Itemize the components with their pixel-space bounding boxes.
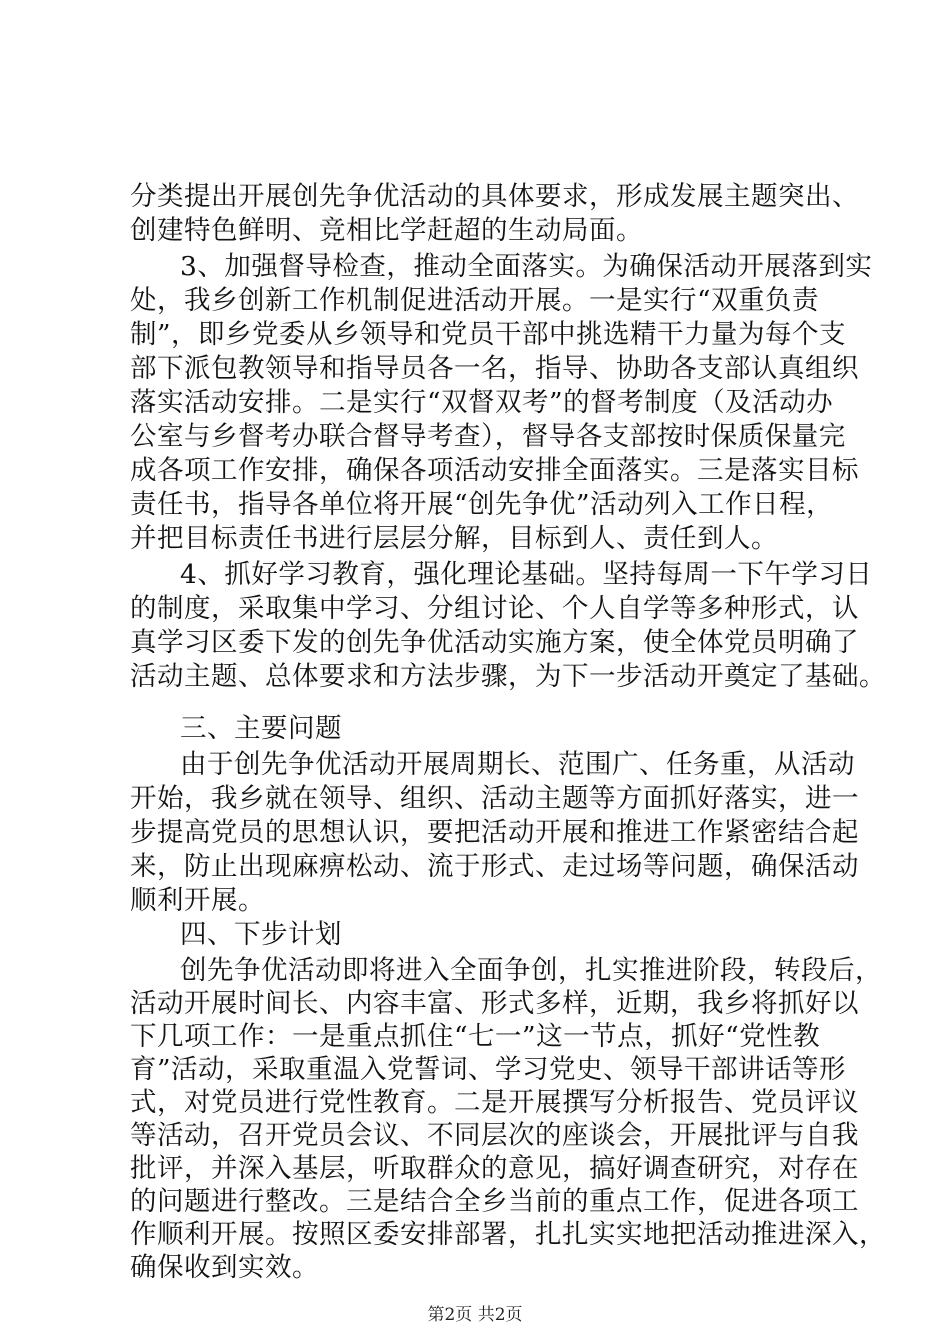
text-line: 活动开展时间长、内容丰富、形式多样，近期，我乡将抓好以 — [130, 988, 859, 1019]
text-line: 等活动，召开党员会议、不同层次的座谈会，开展批评与自我 — [130, 1120, 859, 1151]
text-line: 步提高党员的思想认识，要把活动开展和推进工作紧密结合起 — [130, 817, 859, 848]
text-line: 确保收到实效。 — [130, 1252, 319, 1283]
paragraph-start-line: 由于创先争优活动开展周期长、范围广、任务重，从活动 — [180, 749, 855, 780]
paragraph-start-line: 3、加强督导检查，推动全面落实。为确保活动开展落到实 — [180, 251, 873, 282]
text-line: 顺利开展。 — [130, 885, 265, 916]
section-heading: 三、主要问题 — [180, 713, 342, 744]
text-line: 的问题进行整改。三是结合全乡当前的重点工作，促进各项工 — [130, 1186, 859, 1217]
text-line: 落实活动安排。二是实行“双督双考”的督考制度（及活动办 — [130, 387, 834, 418]
paragraph-start-line: 创先争优活动即将进入全面争创，扎实推进阶段，转段后， — [180, 955, 882, 986]
text-line: 下几项工作：一是重点抓住“七一”这一节点，抓好“党性教 — [130, 1021, 821, 1052]
text-line: 制”，即乡党委从乡领导和党员干部中挑选精干力量为每个支 — [130, 319, 847, 350]
text-line: 成各项工作安排，确保各项活动安排全面落实。三是落实目标 — [130, 455, 859, 486]
text-line: 并把目标责任书进行层层分解，目标到人、责任到人。 — [130, 523, 778, 554]
text-line: 育”活动，采取重温入党誓词、学习党史、领导干部讲话等形 — [130, 1054, 847, 1085]
text-line: 的制度，采取集中学习、分组讨论、个人自学等多种形式，认 — [130, 593, 859, 624]
text-line: 式，对党员进行党性教育。二是开展撰写分析报告、党员评议 — [130, 1087, 859, 1118]
text-line: 部下派包教领导和指导员各一名，指导、协助各支部认真组织 — [130, 353, 859, 384]
text-line: 责任书，指导各单位将开展“创先争优”活动列入工作日程， — [130, 489, 834, 520]
text-line: 处，我乡创新工作机制促进活动开展。一是实行“双重负责 — [130, 285, 820, 316]
text-line: 作顺利开展。按照区委安排部署，扎扎实实地把活动推进深入， — [130, 1219, 886, 1250]
paragraph-start-line: 4、抓好学习教育，强化理论基础。坚持每周一下午学习日 — [180, 559, 873, 590]
page-footer: 第2页 共2页 — [427, 1305, 523, 1325]
text-line: 公室与乡督考办联合督导考查），督导各支部按时保质保量完 — [130, 421, 846, 452]
text-line: 创建特色鲜明、竞相比学赶超的生动局面。 — [130, 215, 643, 246]
text-line: 活动主题、总体要求和方法步骤，为下一步活动开奠定了基础。 — [130, 661, 886, 692]
section-heading: 四、下步计划 — [180, 919, 342, 950]
text-line: 真学习区委下发的创先争优活动实施方案，使全体党员明确了 — [130, 627, 859, 658]
text-line: 来，防止出现麻痹松动、流于形式、走过场等问题，确保活动 — [130, 851, 859, 882]
text-line: 开始，我乡就在领导、组织、活动主题等方面抓好落实，进一 — [130, 783, 859, 814]
text-line: 批评，并深入基层，听取群众的意见，搞好调查研究，对存在 — [130, 1153, 859, 1184]
text-line: 分类提出开展创先争优活动的具体要求，形成发展主题突出、 — [130, 181, 859, 212]
